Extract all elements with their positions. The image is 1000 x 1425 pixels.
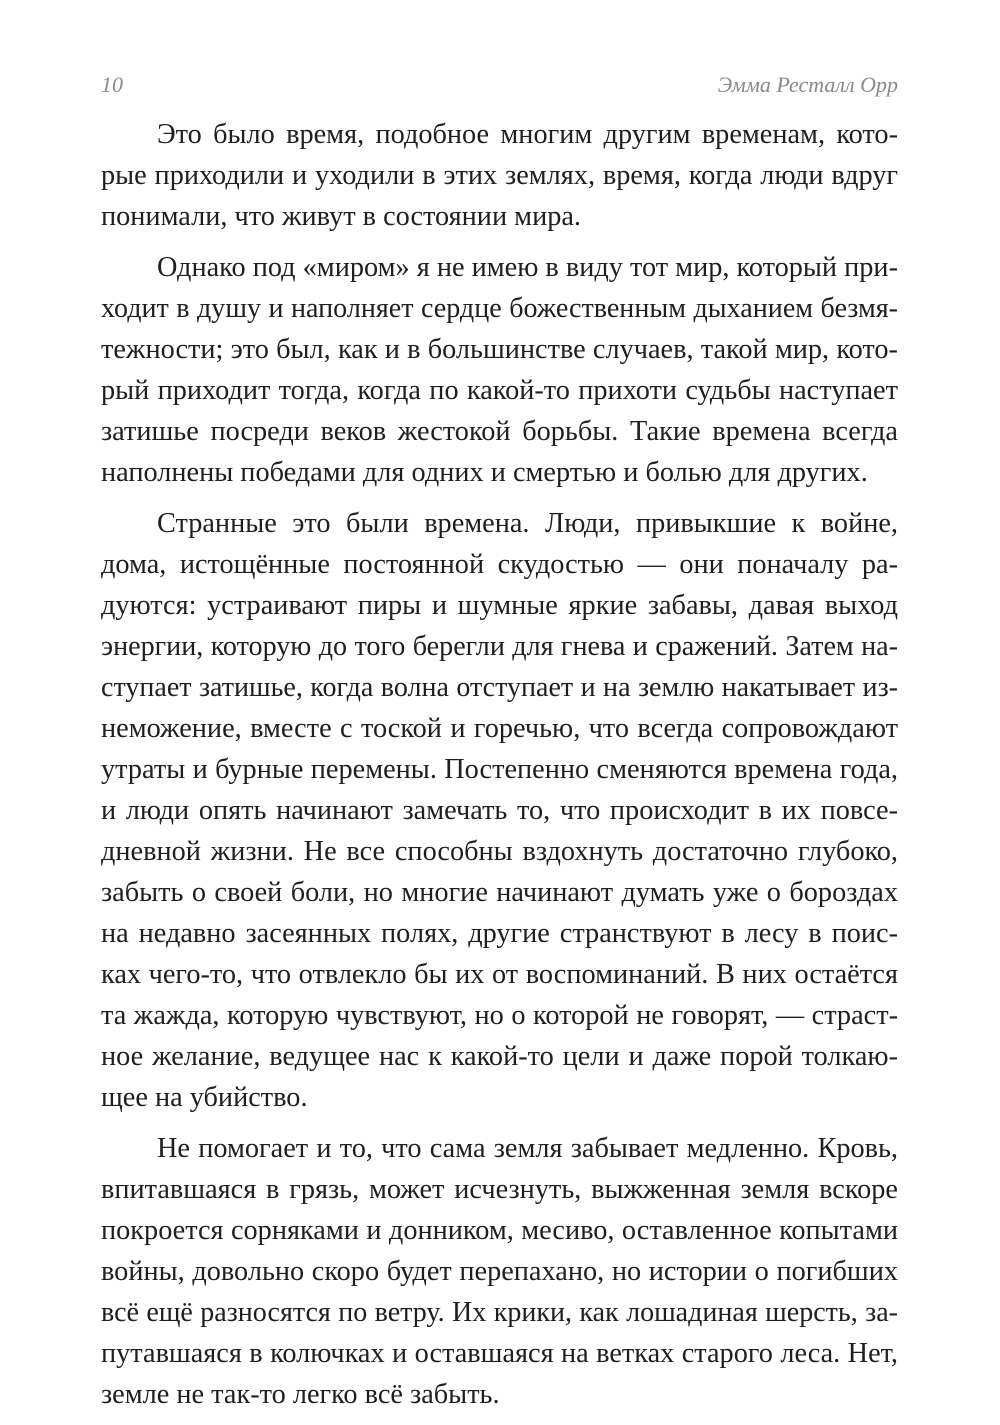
text-line: ках чего-то, что отвлекло бы их от воспоминаний. В них остаётся	[101, 959, 898, 990]
text-line: на недавно засеянных полях, другие странствуют в лесу в поис-	[101, 918, 898, 949]
text-line: дневной жизни. Не все способны вздохнуть достаточно глубоко,	[101, 836, 898, 867]
text-line: щее на убийство.	[101, 1082, 308, 1113]
page-number: 10	[101, 72, 123, 97]
paragraph	[101, 114, 898, 237]
text-line: всё ещё разносятся по ветру. Их крики, как лошадиная шерсть, за-	[101, 1297, 898, 1328]
text-line: ходит в душу и наполняет сердце божественным дыханием безмя-	[101, 293, 898, 324]
text-line: тежности; это был, как и в большинстве случаев, такой мир, кото-	[101, 334, 898, 365]
text-line: та жажда, которую чувствуют, но о которой не говорят, — страст-	[101, 1000, 898, 1031]
text-line: дома, истощённые постоянной скудостью — они поначалу ра-	[101, 549, 898, 580]
text-line: рый приходит тогда, когда по какой-то прихоти судьбы наступает	[101, 375, 898, 406]
running-head-author: Эмма Ресталл Орр	[717, 72, 898, 97]
text-line: дуются: устраивают пиры и шумные яркие забавы, давая выход	[101, 590, 898, 621]
text-line: энергии, которую до того берегли для гнева и сражений. Затем на-	[101, 631, 898, 662]
text-line: Странные это были времена. Люди, привыкшие к войне,	[157, 508, 898, 539]
text-line: рые приходили и уходили в этих землях, время, когда люди вдруг	[101, 160, 898, 191]
text-line: утраты и бурные перемены. Постепенно сменяются времена года,	[101, 754, 898, 785]
text-line: Не помогает и то, что сама земля забывает медленно. Кровь,	[157, 1133, 898, 1164]
text-line: забыть о своей боли, но многие начинают думать уже о бороздах	[101, 877, 898, 908]
text-line: войны, довольно скоро будет перепахано, но истории о погибших	[101, 1256, 898, 1287]
text-line: путавшаяся в колючках и оставшаяся на ветках старого леса. Нет,	[101, 1338, 898, 1369]
page-header	[101, 72, 898, 104]
text-line: неможение, вместе с тоской и горечью, что всегда сопровождают	[101, 713, 898, 744]
text-line: ступает затишье, когда волна отступает и на землю накатывает из-	[101, 672, 898, 703]
text-line: ное желание, ведущее нас к какой-то цели и даже порой толкаю-	[101, 1041, 898, 1072]
paragraph	[101, 503, 898, 1118]
text-line: затишье посреди веков жестокой борьбы. Такие времена всегда	[101, 416, 898, 447]
text-line: Однако под «миром» я не имею в виду тот мир, который при-	[157, 252, 898, 283]
paragraph	[101, 247, 898, 493]
text-line: Это было время, подобное многим другим временам, кото-	[157, 119, 898, 150]
text-line: земле не так-то легко всё забыть.	[101, 1379, 500, 1410]
text-line: понимали, что живут в состоянии мира.	[101, 201, 581, 232]
body-text	[101, 114, 898, 1425]
text-line: наполнены победами для одних и смертью и болью для других.	[101, 457, 868, 488]
paragraph	[101, 1128, 898, 1415]
text-line: покроется сорняками и донником, месиво, оставленное копытами	[101, 1215, 898, 1246]
text-line: и люди опять начинают замечать то, что происходит в их повсе-	[101, 795, 898, 826]
text-line: впитавшаяся в грязь, может исчезнуть, выжженная земля вскоре	[101, 1174, 898, 1205]
